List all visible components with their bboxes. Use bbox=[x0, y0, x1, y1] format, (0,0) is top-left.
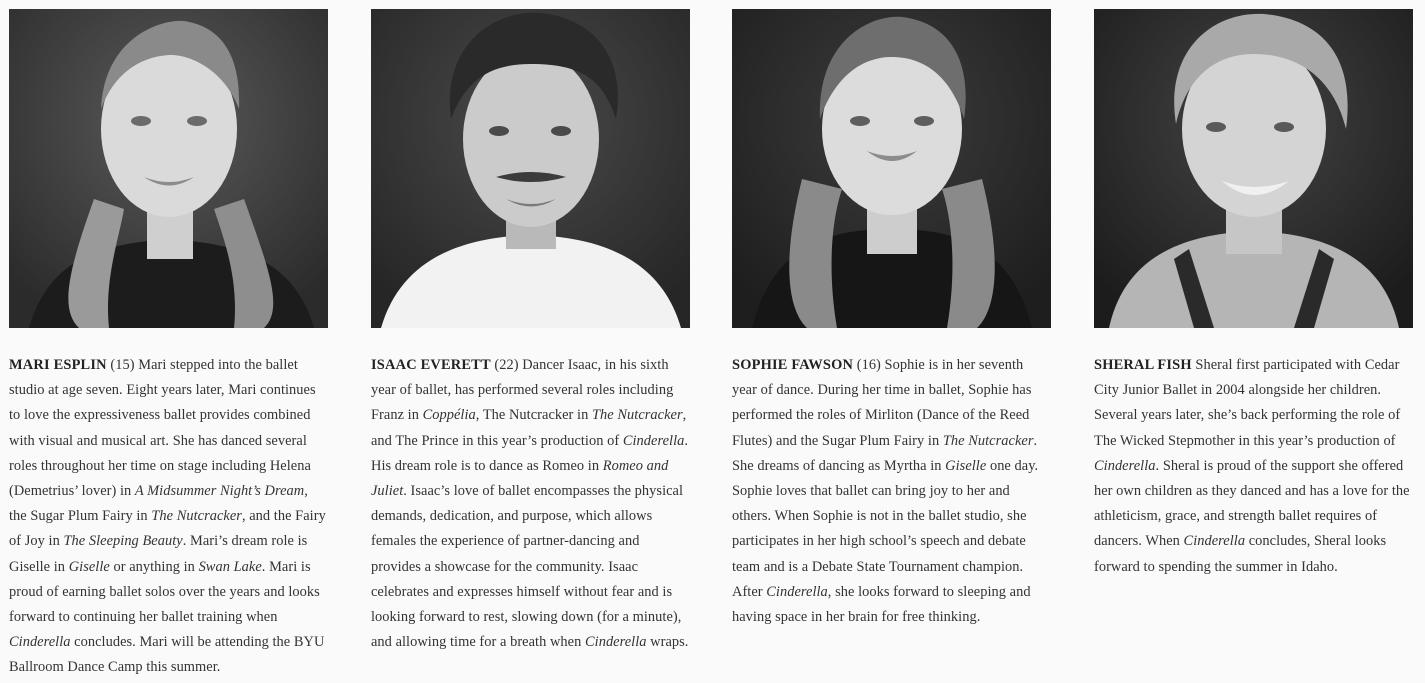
bio-text-run: . Isaac’s love of ballet encompasses the physical demands, dedication, and purpose, which allows females the experience of partner-dancing and provides a showcase for the community. Isaac celebrates and expresses himself without fear and is looking forward to rest, slowing down (for a minute), and allowing time for a breath when bbox=[371, 483, 684, 651]
bio-text-run: Sheral first participated with Cedar City Junior Ballet in 2004 alongside her children. Several years later, she’s back performing the role of The Wicked Stepmother in this year’s production of bbox=[1094, 357, 1401, 449]
portrait-photo bbox=[371, 9, 690, 328]
bio-text-run: . Mari’s dream role is Giselle in bbox=[9, 533, 308, 575]
portrait-photo bbox=[1094, 9, 1413, 328]
bio-text-run: , the Sugar Plum Fairy in bbox=[9, 483, 308, 525]
work-title: The Nutcracker bbox=[942, 432, 1034, 449]
dancer-card bbox=[9, 9, 328, 681]
bio-text-run: . Sheral is proud of the support she offered her own children as they danced and has a love for the athleticism, grace, and strength ballet requires of dancers. When bbox=[1094, 457, 1410, 550]
dancer-card bbox=[1094, 9, 1413, 580]
dancer-bio-text bbox=[1094, 357, 1410, 575]
dancer-bio-text bbox=[9, 357, 326, 675]
bio-text-run: , she looks forward to sleeping and having space in her brain for free thinking. bbox=[732, 583, 1031, 626]
dancer-name: MARI ESPLIN bbox=[9, 357, 107, 373]
dancer-card bbox=[371, 9, 690, 655]
bio-text-run: concludes. Mari will be attending the BYU Ballroom Dance Camp this summer. bbox=[9, 634, 325, 676]
bio-text-run: . Mari is proud of earning ballet solos over the years and looks forward to continuing her ballet training when bbox=[9, 558, 320, 626]
bio-text-run: (15) Mari stepped into the ballet studio at age seven. Eight years later, Mari continues to love the expressiveness ballet provides combined with visual and musical art. She has danced several roles throughout her time on stage including Helena (Demetrius’ lover) in bbox=[9, 357, 316, 500]
work-title: Cinderella bbox=[585, 634, 647, 651]
bio-text-run: , and The Prince in this year’s production of bbox=[371, 407, 687, 449]
work-title: The Sleeping Beauty bbox=[63, 533, 183, 550]
bio-text-run: one day. Sophie loves that ballet can bring joy to her and others. When Sophie is not in the ballet studio, she participates in her high school’s speech and debate team and is a Debate State Tournament champion. After bbox=[732, 457, 1039, 600]
bio-text-run: , The Nutcracker in bbox=[475, 407, 592, 424]
bio-text-run: wraps. bbox=[646, 634, 689, 651]
bio-text-run: (16) Sophie is in her seventh year of dance. During her time in ballet, Sophie has performed the roles of Mirliton (Dance of the Reed Flutes) and the Sugar Plum Fairy in bbox=[732, 357, 1032, 449]
dancer-bio bbox=[732, 353, 1051, 630]
dancer-bio-text bbox=[371, 357, 688, 650]
bio-text-run: or anything in bbox=[109, 558, 199, 575]
work-title: Swan Lake bbox=[198, 558, 262, 575]
dancer-bio-text bbox=[732, 357, 1038, 625]
dancer-name: SOPHIE FAWSON bbox=[732, 357, 854, 373]
work-title: Cinderella bbox=[9, 634, 71, 651]
bio-text-run: . She dreams of dancing as Myrtha in bbox=[732, 432, 1038, 474]
work-title: Coppélia bbox=[422, 407, 476, 424]
portrait-photo bbox=[732, 9, 1051, 328]
work-title: Cinderella bbox=[1094, 457, 1156, 474]
work-title: Cinderella bbox=[766, 583, 828, 600]
dancer-bio bbox=[9, 353, 328, 681]
dancer-card bbox=[732, 9, 1051, 630]
dancer-name: ISAAC EVERETT bbox=[371, 357, 491, 373]
work-title: Giselle bbox=[68, 558, 110, 575]
bio-text-run: (22) Dancer Isaac, in his sixth year of ballet, has performed several roles including Franz in bbox=[371, 357, 674, 424]
work-title: Cinderella bbox=[622, 432, 685, 449]
bio-text-run: concludes, Sheral looks forward to spending the summer in Idaho. bbox=[1094, 533, 1387, 575]
bio-text-run: , and the Fairy of Joy in bbox=[9, 508, 326, 550]
work-title: Cinderella bbox=[1183, 533, 1246, 550]
portrait-photo bbox=[9, 9, 328, 328]
work-title: The Nutcracker bbox=[592, 407, 683, 424]
work-title: The Nutcracker bbox=[151, 508, 242, 525]
bio-text-run: . His dream role is to dance as Romeo in bbox=[371, 432, 689, 474]
work-title: Romeo and Juliet bbox=[371, 457, 669, 500]
work-title: A Midsummer Night’s Dream bbox=[134, 483, 305, 500]
dancer-name: SHERAL FISH bbox=[1094, 357, 1192, 373]
dancer-bio bbox=[1094, 353, 1413, 580]
work-title: Giselle bbox=[945, 457, 987, 474]
dancer-bio bbox=[371, 353, 690, 655]
